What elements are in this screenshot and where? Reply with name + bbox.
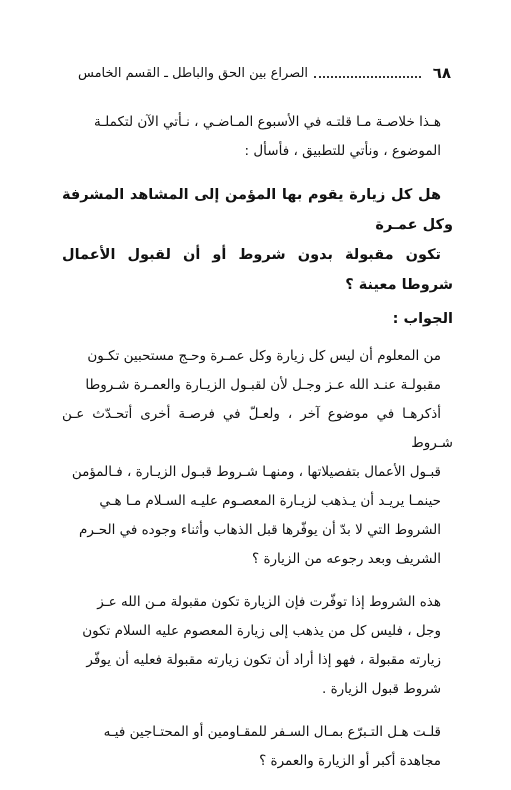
text-line: قبـول الأعمال بتفصيلاتها ، ومنهـا شـروط قبـول الزيـارة ، فـالمؤمن — [71, 464, 441, 480]
body-text — [62, 108, 453, 790]
text-line: تكون مقبولة بدون شروط أو أن لقبول الأعمال شروطا معينة ؟ — [62, 247, 453, 293]
question-heading — [62, 180, 453, 300]
text-line: زيارته مقبولة ، فهو إذا أراد أن تكون زيارته مقبولة فعليه أن يوفّر — [86, 652, 441, 668]
text-line: الموضوع ، ونأتي للتطبيق ، فأسأل : — [244, 143, 441, 159]
answer-paragraph — [62, 342, 453, 574]
text-line: حينمـا يريـد أن يـذهب لزيـارة المعصـوم عليـه السـلام مـا هـي — [99, 493, 441, 509]
text-line: شروط قبول الزيارة . — [321, 681, 441, 697]
intro-paragraph — [62, 108, 453, 166]
text-line: مقبولـة عنـد الله عـز وجـل لأن لقبـول الزيـارة والعمـرة شـروطا — [85, 377, 441, 393]
text-line: هذه الشروط إذا توفّرت فإن الزيارة تكون مقبولة مـن الله عـز — [97, 594, 441, 610]
text-line: الشروط التي لا بدّ أن يوفّرها قبل الذهاب وأثناء وجوده في الحـرم — [78, 522, 441, 538]
text-line: قلـت هـل التـبرّع بمـال السـفر للمقـاومين أو المحتـاجين فيـه — [103, 724, 441, 740]
text-line: من المعلوم أن ليس كل زيارة وكل عمـرة وحـج مستحبين تكـون — [87, 348, 441, 364]
answer-label: الجواب : — [392, 311, 453, 327]
running-header — [78, 62, 451, 84]
header-leader-dots — [314, 68, 421, 78]
text-line: هل كل زيارة يقوم بها المؤمن إلى المشاهد المشرفة وكل عمـرة — [62, 187, 453, 233]
page-number: ٦٨ — [432, 64, 451, 82]
text-line: أذكرهـا في موضوع آخر ، ولعـلّ في فرصـة أخرى أتحـدّث عـن شـروط — [62, 406, 453, 451]
text-line: الشريف وبعد رجوعه من الزيارة ؟ — [252, 551, 441, 567]
text-line: مجاهدة أكبر أو الزيارة والعمرة ؟ — [259, 753, 441, 769]
text-line: هـذا خلاصـة مـا قلتـه في الأسبوع المـاضـي ، نـأتي الآن لتكملـة — [93, 114, 441, 130]
running-header-title: الصراع بين الحق والباطل ـ القسم الخامس — [78, 65, 309, 81]
question-paragraph — [62, 718, 453, 776]
text-line: وجل ، فليس كل من يذهب إلى زيارة المعصوم عليه السلام تكون — [82, 623, 441, 639]
answer-paragraph — [62, 588, 453, 704]
